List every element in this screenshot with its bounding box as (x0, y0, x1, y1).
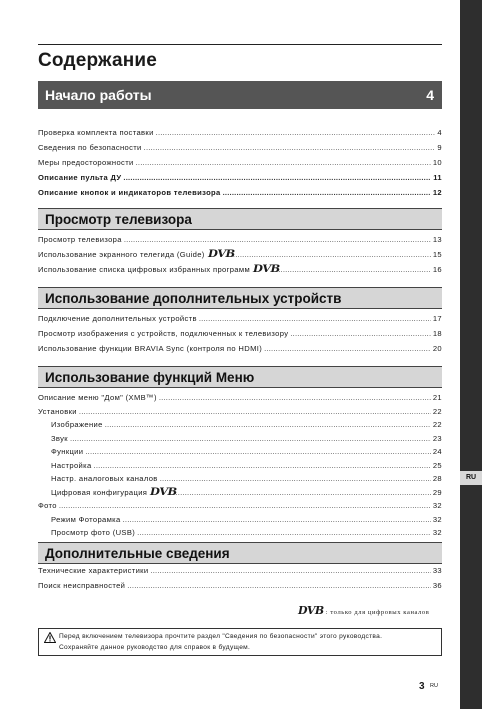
page-title: Содержание (38, 50, 158, 71)
safety-note-box (38, 628, 442, 656)
toc-entry[interactable]: Меры предосторожности ..... 10 (38, 158, 442, 173)
section-header-getting-started (38, 81, 442, 109)
toc-entry[interactable]: Настройка ..... 25 (38, 461, 442, 475)
toc-list-optional-equipment (38, 314, 442, 359)
top-rule (38, 44, 442, 45)
toc-entry[interactable]: Просмотр телевизора ..... 13 (38, 235, 442, 250)
dvb-logo-icon: DVB (207, 249, 235, 260)
toc-list-getting-started (38, 128, 442, 203)
section-page-number: 4 (426, 87, 434, 103)
toc-entry[interactable]: Фото ..... 32 (38, 501, 442, 515)
side-tab-language-label: RU (460, 471, 482, 485)
section-title: Дополнительные сведения (45, 546, 230, 561)
section-title: Просмотр телевизора (45, 212, 192, 227)
toc-entry[interactable]: Использование списка цифровых избранных программ DVB ..... 16 (38, 265, 442, 280)
toc-entry[interactable]: Звук ..... 23 (38, 434, 442, 448)
toc-entry[interactable]: Просмотр изображения с устройств, подключенных к телевизору ..... 18 (38, 329, 442, 344)
section-header-menu-functions (38, 366, 442, 388)
toc-list-watching-tv (38, 235, 442, 280)
toc-list-additional-info (38, 566, 442, 596)
toc-entry[interactable]: Сведения по безопасности ..... 9 (38, 143, 442, 158)
toc-entry[interactable]: Использование функции BRAVIA Sync (контроля по HDMI) ..... 20 (38, 344, 442, 359)
toc-entry[interactable]: Поиск неисправностей ..... 36 (38, 581, 442, 596)
toc-entry[interactable]: Функции ..... 24 (38, 447, 442, 461)
dvb-logo-icon: DVB (150, 486, 177, 498)
toc-entry[interactable]: Описание пульта ДУ ..... 11 (38, 173, 442, 188)
page-language: RU (430, 683, 438, 689)
toc-entry[interactable]: Подключение дополнительных устройств ..... 17 (38, 314, 442, 329)
toc-entry[interactable]: Режим Фоторамка ..... 32 (38, 515, 442, 529)
toc-entry[interactable]: Изображение ..... 22 (38, 420, 442, 434)
toc-entry[interactable]: Проверка комплекта поставки ..... 4 (38, 128, 442, 143)
section-title: Использование функций Меню (45, 370, 255, 385)
toc-entry[interactable]: Использование экранного телегида (Guide) DVB ..... 15 (38, 250, 442, 265)
section-header-watching-tv (38, 208, 442, 230)
toc-entry[interactable]: Настр. аналоговых каналов ..... 28 (38, 474, 442, 488)
toc-entry[interactable]: Описание меню "Дом" (XMB™) ..... 21 (38, 393, 442, 407)
toc-entry[interactable]: Установки ..... 22 (38, 407, 442, 421)
warning-icon (44, 632, 56, 643)
section-title: Использование дополнительных устройств (45, 291, 342, 306)
legend-text: : только для цифровых каналов (325, 609, 430, 616)
side-tab (460, 0, 482, 709)
dvb-logo-icon: DVB (253, 264, 280, 275)
section-title: Начало работы (45, 87, 152, 103)
section-header-optional-equipment (38, 287, 442, 309)
toc-entry[interactable]: Описание кнопок и индикаторов телевизора ..... 12 (38, 188, 442, 203)
section-header-additional-info (38, 542, 442, 564)
page-number: 3 (419, 681, 425, 692)
toc-list-menu-functions (38, 393, 442, 542)
note-line-1: Перед включением телевизора прочтите раздел "Сведения по безопасности" этого руководства. (59, 633, 383, 640)
toc-entry[interactable]: Просмотр фото (USB) ..... 32 (38, 528, 442, 542)
dvb-logo-icon: DVB (298, 604, 324, 617)
dvb-legend (298, 601, 442, 619)
note-line-2: Сохраняйте данное руководство для справок в будущем. (59, 644, 251, 651)
toc-entry[interactable]: Цифровая конфигурация DVB ..... 29 (38, 488, 442, 502)
toc-entry[interactable]: Технические характеристики ..... 33 (38, 566, 442, 581)
